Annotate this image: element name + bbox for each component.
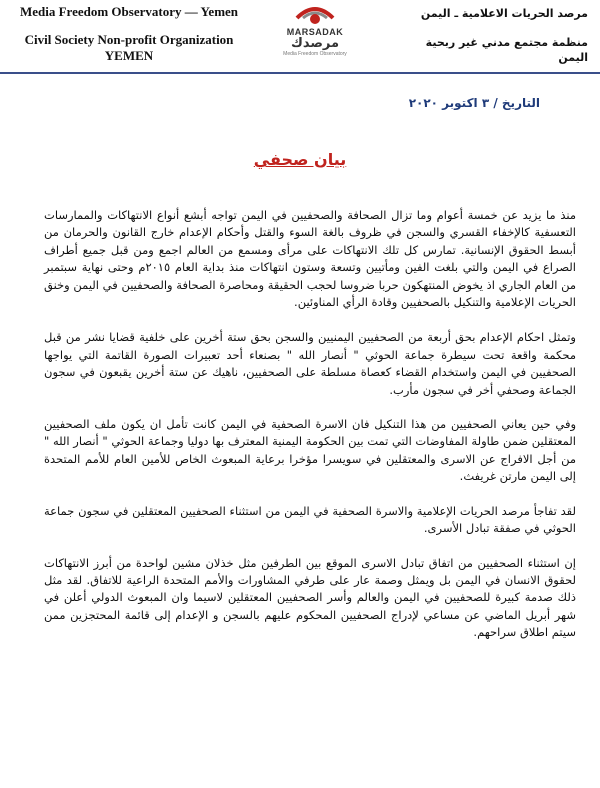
document-title [0,150,600,169]
org-type-arabic: منظمة مجتمع مدني غير ربحية [425,36,588,49]
document-date: التاريخ / ٣ اكتوبر ٢٠٢٠ [408,96,540,110]
paragraph: إن استثناء الصحفيين من اتفاق تبادل الاسرى الموقع بين الطرفين مثل خذلان مشين لواحدة من أبرز الانتهاكات لحقوق الانسان في اليمن بل ويمثل وصمة عار على طرفي المشاورات والأمم المتحدة الراعية للاتفاق. لقد مثل ذلك صدمة كبيرة للصحفيين في اليمن والعالم وأسر الصحفيين المعتقلين لاسيما وان المبعوث الدولي أعلن في شهر أبريل الماضي عن مساعي لإدراج الصحفيين المحكوم عليهم بالسجن و الإعدام إلى قائمة المحتجزين ممن سيتم اطلاق سراحهم. [44,555,576,640]
logo-text-arabic: مرصدك [290,36,340,51]
org-type-english: Civil Society Non-profit Organization [24,32,234,47]
header-arabic [388,6,588,65]
country-arabic: اليمن [558,51,588,64]
paragraph: وتمثل احكام الإعدام بحق أربعة من الصحفيين اليمنيين والسجن بحق ستة أخرين على خلفية قضايا نشر من قبل محكمة واقعة تحت سيطرة جماعة الحوثي " أنصار الله " بصنعاء أحد تعبيرات الصورة القاتمة التي يواجها الصحفيين في اليمن واستخدام القضاء كعصاة مسلطة على الصحفيين، ناهيك عن ستة أخرين يقبعون في سجون الجماعة وصحفي أخر في سجون مأرب. [44,330,576,397]
title-text: بيان صحفي [253,150,347,169]
header-english [14,4,244,64]
header-divider [0,72,600,74]
country-english: YEMEN [104,48,154,63]
logo [270,4,360,68]
logo-text-english: MARSADAK [286,27,344,37]
paragraph: لقد تفاجأ مرصد الحريات الإعلامية والاسرة الصحفية في اليمن من استثناء الصحفيين المعتقلين في سجون جماعة الحوثي في صفقة تبادل الأسرى. [44,503,576,536]
logo-subtitle: Media Freedom Observatory [283,51,347,57]
paragraph: وفي حين يعاني الصحفيين من هذا التنكيل فان الاسرة الصحفية في اليمن كانت تأمل ان يكون ملف الصحفيين المعتقلين ضمن طاولة المفاوضات التي تمت بين الحكومة اليمنية المعترف بها دوليا وجماعة الحوثي " أنصار الله " من أجل الافراج عن الاسرى والمعتقلين في سويسرا مؤخرا برعاية المبعوث الخاص للأمين العام للأمم المتحدة إلى اليمن مارتن غريفث. [44,417,576,484]
org-name-english: Media Freedom Observatory — Yemen [19,4,239,19]
paragraph: منذ ما يزيد عن خمسة أعوام وما تزال الصحافة والصحفيين في اليمن تواجه أبشع أنواع الانتهاكات والممارسات التعسفية كالإخفاء القسري والسجن في ظروف بالغة السوء والقتل وأحكام الإعدام خارج القانون والحرمان من أبسط الحقوق الإنسانية. تمارس كل تلك الانتهاكات على مرأى ومسمع من العالم اجمع ومن قبل جميع أطراف الصراع في اليمن والتي بلغت الفين ومأتيين وتسعة وستون انتهاكات منذ بداية العام ٢٠١٥م وحتى نهاية سبتمبر من العام الجاري اذ يخوض المنتهكون حربا ضروسا لحجب الحقيقة ومحاصرة الصحافة والصحفيين في اليمن وخنق الحريات الإعلامية والتنكيل بالصحفيين وقادة الرأي المناوئين. [44,208,577,310]
org-name-arabic: مرصد الحريات الاعلامية ـ اليمن [420,7,588,20]
statement-body [44,207,576,659]
eye-logo-icon [295,4,335,26]
